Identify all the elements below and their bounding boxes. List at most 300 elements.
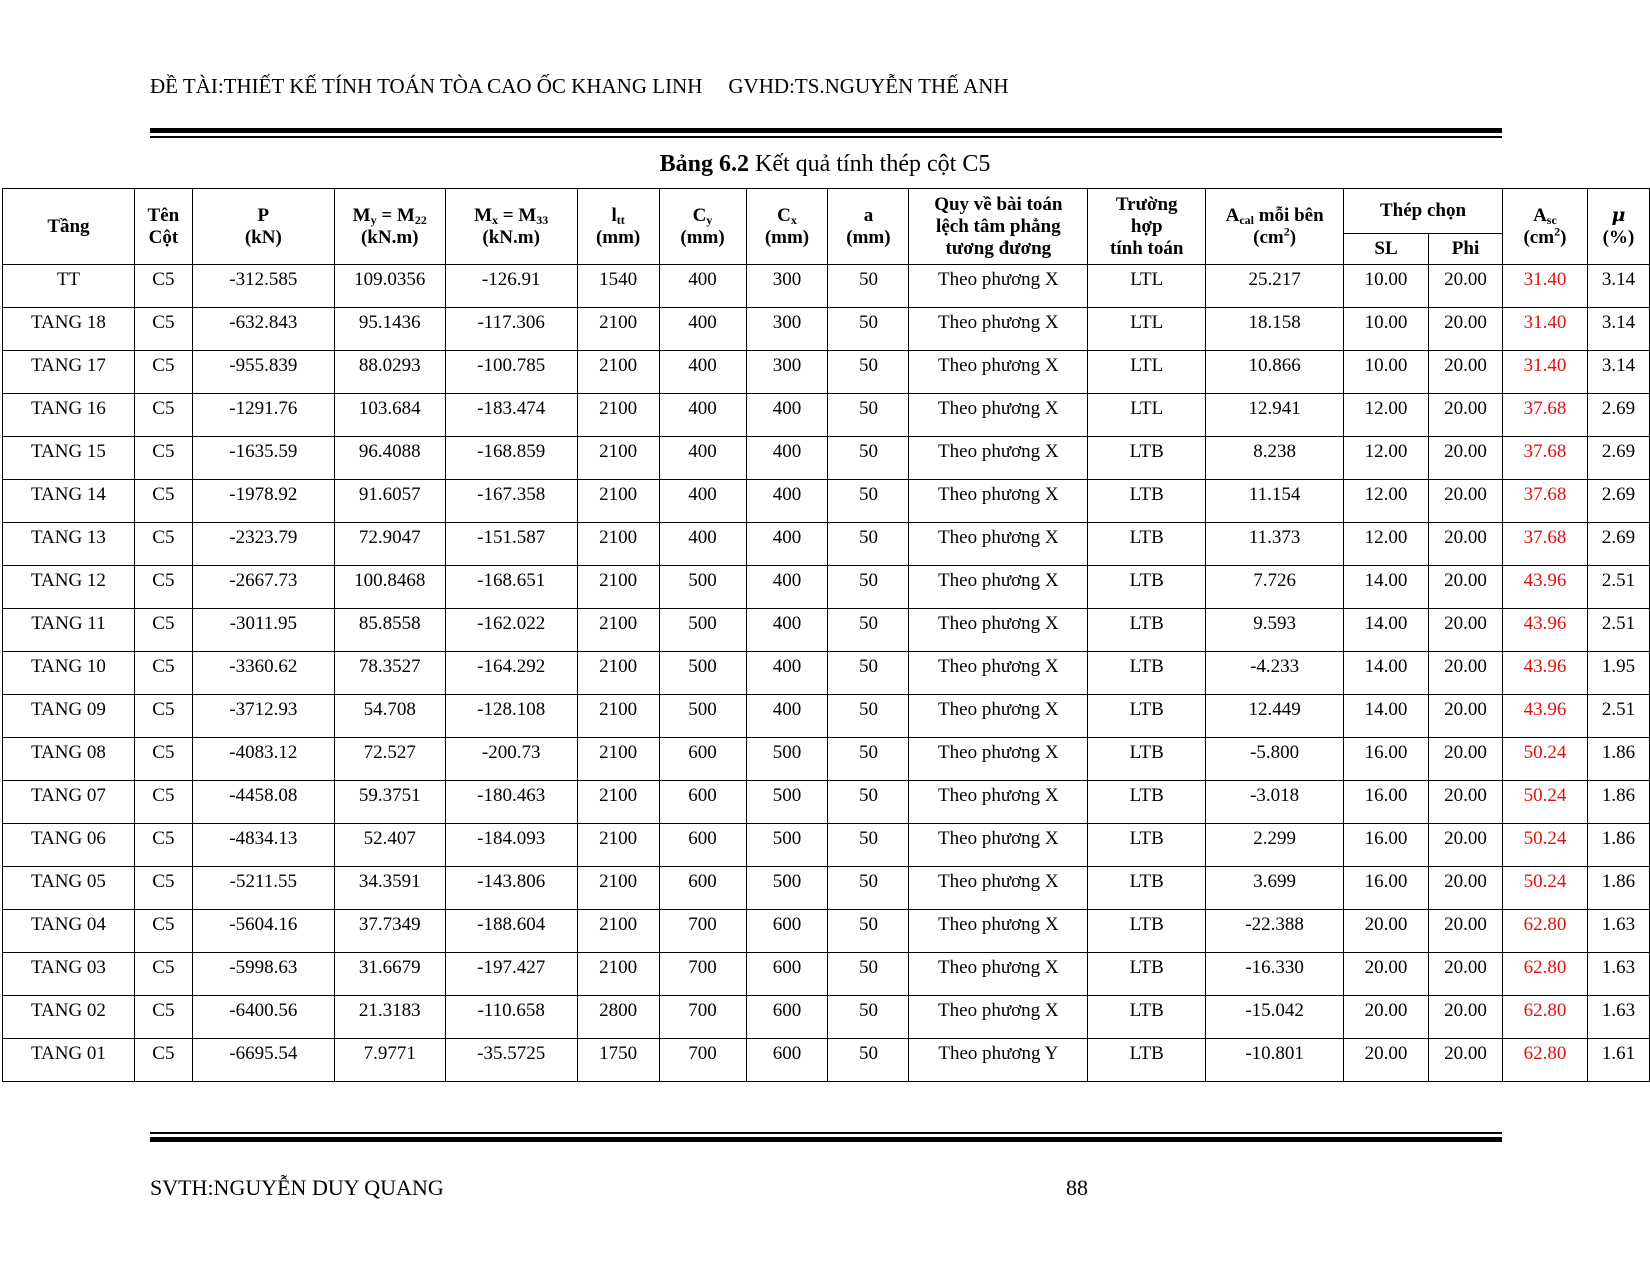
page-number: 88: [1066, 1175, 1088, 1200]
table-cell: 500: [659, 695, 746, 738]
table-cell: 400: [659, 523, 746, 566]
table-cell: 400: [746, 523, 828, 566]
table-cell: 20.00: [1344, 953, 1429, 996]
table-cell: C5: [134, 867, 192, 910]
table-cell: 2.69: [1587, 480, 1649, 523]
table-cell: 31.6679: [334, 953, 445, 996]
table-cell: 78.3527: [334, 652, 445, 695]
table-cell: 16.00: [1344, 867, 1429, 910]
table-cell: -6695.54: [192, 1039, 334, 1082]
table-cell: 500: [746, 824, 828, 867]
table-cell: 59.3751: [334, 781, 445, 824]
table-cell: TANG 15: [3, 437, 135, 480]
table-cell: 50: [828, 781, 909, 824]
table-cell: 500: [659, 652, 746, 695]
table-cell: 62.80: [1502, 1039, 1587, 1082]
table-cell: 109.0356: [334, 265, 445, 308]
table-cell: LTB: [1088, 824, 1206, 867]
table-cell: -5604.16: [192, 910, 334, 953]
table-row: [3, 523, 1650, 566]
table-cell: TANG 06: [3, 824, 135, 867]
table-cell: -2323.79: [192, 523, 334, 566]
table-cell: C5: [134, 695, 192, 738]
table-cell: C5: [134, 953, 192, 996]
table-cell: 300: [746, 308, 828, 351]
table-cell: 2.51: [1587, 609, 1649, 652]
table-cell: 37.7349: [334, 910, 445, 953]
table-cell: -151.587: [445, 523, 577, 566]
table-row: [3, 652, 1650, 695]
table-cell: TANG 05: [3, 867, 135, 910]
table-cell: 91.6057: [334, 480, 445, 523]
table-cell: 2100: [577, 781, 659, 824]
table-cell: 400: [659, 265, 746, 308]
table-cell: Theo phương Y: [909, 1039, 1088, 1082]
table-cell: 600: [746, 1039, 828, 1082]
table-cell: 20.00: [1429, 867, 1503, 910]
table-row: [3, 394, 1650, 437]
table-cell: 43.96: [1502, 566, 1587, 609]
table-cell: 50: [828, 394, 909, 437]
col-header-asc: $A_{sc}$ $(cm^2)$: [1502, 189, 1587, 265]
table-cell: 12.941: [1206, 394, 1344, 437]
table-cell: C5: [134, 609, 192, 652]
table-cell: 600: [659, 824, 746, 867]
table-cell: 12.449: [1206, 695, 1344, 738]
table-cell: -35.5725: [445, 1039, 577, 1082]
table-cell: 50: [828, 996, 909, 1039]
table-row: [3, 437, 1650, 480]
table-cell: 50: [828, 308, 909, 351]
table-cell: 37.68: [1502, 523, 1587, 566]
col-header-quy-ve: Quy về bài toán lệch tâm phẳng tương đương: [909, 189, 1088, 265]
table-cell: 2100: [577, 867, 659, 910]
table-cell: TANG 01: [3, 1039, 135, 1082]
table-cell: C5: [134, 394, 192, 437]
table-cell: -188.604: [445, 910, 577, 953]
table-cell: C5: [134, 738, 192, 781]
table-cell: 500: [659, 609, 746, 652]
col-header-mx: $M_x = M_{33}$ (kN.m): [445, 189, 577, 265]
table-cell: LTL: [1088, 351, 1206, 394]
table-cell: 8.238: [1206, 437, 1344, 480]
table-cell: 400: [659, 437, 746, 480]
table-cell: -164.292: [445, 652, 577, 695]
table-cell: 20.00: [1429, 1039, 1503, 1082]
table-cell: 50: [828, 738, 909, 781]
table-cell: 1.86: [1587, 867, 1649, 910]
table-cell: C5: [134, 910, 192, 953]
table-cell: 11.373: [1206, 523, 1344, 566]
table-cell: 1.86: [1587, 738, 1649, 781]
table-cell: 20.00: [1429, 652, 1503, 695]
col-header-phi: Phi: [1429, 234, 1503, 265]
table-cell: 400: [659, 480, 746, 523]
table-cell: 54.708: [334, 695, 445, 738]
table-cell: 88.0293: [334, 351, 445, 394]
footer-student: SVTH:NGUYỄN DUY QUANG: [150, 1175, 444, 1200]
table-row: [3, 781, 1650, 824]
table-cell: 500: [659, 566, 746, 609]
col-header-my: $M_y = M_{22}$ (kN.m): [334, 189, 445, 265]
table-cell: 1.61: [1587, 1039, 1649, 1082]
table-cell: -955.839: [192, 351, 334, 394]
table-cell: 400: [746, 394, 828, 437]
table-cell: C5: [134, 308, 192, 351]
table-row: [3, 480, 1650, 523]
table-cell: 96.4088: [334, 437, 445, 480]
table-cell: Theo phương X: [909, 867, 1088, 910]
table-row: [3, 566, 1650, 609]
table-cell: 50: [828, 609, 909, 652]
table-cell: 100.8468: [334, 566, 445, 609]
table-cell: 400: [659, 394, 746, 437]
table-cell: 2.69: [1587, 394, 1649, 437]
table-cell: 52.407: [334, 824, 445, 867]
table-cell: Theo phương X: [909, 265, 1088, 308]
table-cell: Theo phương X: [909, 609, 1088, 652]
table-cell: 400: [659, 351, 746, 394]
table-cell: LTB: [1088, 781, 1206, 824]
table-cell: 50.24: [1502, 738, 1587, 781]
table-cell: 2100: [577, 652, 659, 695]
caption-label: Bảng 6.2: [659, 151, 750, 177]
table-cell: -197.427: [445, 953, 577, 996]
table-cell: LTB: [1088, 480, 1206, 523]
table-cell: C5: [134, 652, 192, 695]
table-cell: 50: [828, 566, 909, 609]
table-cell: C5: [134, 480, 192, 523]
table-cell: 500: [746, 738, 828, 781]
table-cell: Theo phương X: [909, 695, 1088, 738]
table-cell: TANG 02: [3, 996, 135, 1039]
table-cell: 50.24: [1502, 867, 1587, 910]
table-cell: LTB: [1088, 695, 1206, 738]
table-row: [3, 351, 1650, 394]
table-cell: 20.00: [1429, 394, 1503, 437]
table-cell: 20.00: [1429, 996, 1503, 1039]
table-cell: 18.158: [1206, 308, 1344, 351]
table-cell: Theo phương X: [909, 738, 1088, 781]
table-cell: -2667.73: [192, 566, 334, 609]
table-cell: 700: [659, 1039, 746, 1082]
table-cell: C5: [134, 437, 192, 480]
footer-rule: [150, 1132, 1502, 1142]
table-cell: 50.24: [1502, 781, 1587, 824]
table-cell: LTL: [1088, 265, 1206, 308]
table-cell: 20.00: [1344, 996, 1429, 1039]
col-header-p: P (kN): [192, 189, 334, 265]
col-header-acal: $A_{cal}$ mỗi bên $(cm^2)$: [1206, 189, 1344, 265]
table-cell: 700: [659, 996, 746, 1039]
table-cell: 20.00: [1429, 910, 1503, 953]
table-cell: 20.00: [1429, 824, 1503, 867]
table-cell: 1.63: [1587, 953, 1649, 996]
table-row: [3, 910, 1650, 953]
header-rule: [150, 128, 1502, 138]
table-cell: 12.00: [1344, 523, 1429, 566]
table-row: [3, 824, 1650, 867]
table-cell: -22.388: [1206, 910, 1344, 953]
table-cell: 43.96: [1502, 652, 1587, 695]
table-cell: 1.86: [1587, 824, 1649, 867]
table-cell: Theo phương X: [909, 652, 1088, 695]
col-header-ten-cot: Tên Cột: [134, 189, 192, 265]
table-cell: -200.73: [445, 738, 577, 781]
table-cell: -128.108: [445, 695, 577, 738]
table-cell: 1.63: [1587, 910, 1649, 953]
table-cell: Theo phương X: [909, 480, 1088, 523]
table-cell: 14.00: [1344, 695, 1429, 738]
table-cell: Theo phương X: [909, 437, 1088, 480]
table-cell: 72.527: [334, 738, 445, 781]
table-cell: 2100: [577, 480, 659, 523]
table-cell: 2800: [577, 996, 659, 1039]
table-cell: 9.593: [1206, 609, 1344, 652]
table-cell: 31.40: [1502, 351, 1587, 394]
table-row: [3, 308, 1650, 351]
table-cell: 10.866: [1206, 351, 1344, 394]
table-body: [3, 265, 1650, 1082]
table-cell: 85.8558: [334, 609, 445, 652]
table-cell: 700: [659, 953, 746, 996]
table-cell: 14.00: [1344, 609, 1429, 652]
table-cell: -117.306: [445, 308, 577, 351]
table-row: [3, 953, 1650, 996]
table-cell: -15.042: [1206, 996, 1344, 1039]
table-cell: TANG 16: [3, 394, 135, 437]
table-cell: 600: [746, 910, 828, 953]
table-cell: 50: [828, 523, 909, 566]
table-cell: 2.51: [1587, 695, 1649, 738]
table-cell: 43.96: [1502, 695, 1587, 738]
table-cell: C5: [134, 781, 192, 824]
table-cell: 103.684: [334, 394, 445, 437]
table-cell: 20.00: [1429, 695, 1503, 738]
table-cell: LTB: [1088, 523, 1206, 566]
table-cell: 1.86: [1587, 781, 1649, 824]
table-cell: 50: [828, 437, 909, 480]
table-cell: 2.299: [1206, 824, 1344, 867]
table-cell: 12.00: [1344, 480, 1429, 523]
table-cell: 95.1436: [334, 308, 445, 351]
table-cell: C5: [134, 996, 192, 1039]
table-cell: TANG 07: [3, 781, 135, 824]
table-cell: -5211.55: [192, 867, 334, 910]
table-cell: -16.330: [1206, 953, 1344, 996]
table-cell: 600: [659, 738, 746, 781]
table-cell: 37.68: [1502, 480, 1587, 523]
table-cell: 11.154: [1206, 480, 1344, 523]
table-cell: 50: [828, 480, 909, 523]
table-cell: 12.00: [1344, 437, 1429, 480]
table-cell: 500: [746, 867, 828, 910]
table-cell: -4834.13: [192, 824, 334, 867]
table-cell: LTB: [1088, 953, 1206, 996]
table-cell: 20.00: [1429, 953, 1503, 996]
table-cell: 31.40: [1502, 265, 1587, 308]
table-cell: -6400.56: [192, 996, 334, 1039]
table-cell: TT: [3, 265, 135, 308]
table-cell: 50: [828, 910, 909, 953]
table-cell: 20.00: [1429, 523, 1503, 566]
col-header-truong-hop: Trường hợp tính toán: [1088, 189, 1206, 265]
table-cell: 2100: [577, 609, 659, 652]
table-cell: -184.093: [445, 824, 577, 867]
table-cell: 2100: [577, 738, 659, 781]
table-cell: 20.00: [1429, 351, 1503, 394]
table-cell: C5: [134, 566, 192, 609]
table-cell: Theo phương X: [909, 910, 1088, 953]
table-cell: LTB: [1088, 609, 1206, 652]
table-cell: 25.217: [1206, 265, 1344, 308]
table-cell: -3.018: [1206, 781, 1344, 824]
col-header-cy: $C_y$ (mm): [659, 189, 746, 265]
table-cell: Theo phương X: [909, 523, 1088, 566]
table-cell: 700: [659, 910, 746, 953]
table-cell: -100.785: [445, 351, 577, 394]
table-cell: 3.14: [1587, 265, 1649, 308]
table-cell: TANG 11: [3, 609, 135, 652]
table-cell: Theo phương X: [909, 394, 1088, 437]
header-advisor: GVHD:TS.NGUYỄN THẾ ANH: [728, 74, 1009, 98]
table-cell: 34.3591: [334, 867, 445, 910]
table-cell: 50: [828, 867, 909, 910]
table-cell: 1.95: [1587, 652, 1649, 695]
table-cell: 10.00: [1344, 265, 1429, 308]
table-cell: LTB: [1088, 867, 1206, 910]
table-cell: 16.00: [1344, 781, 1429, 824]
table-row: [3, 867, 1650, 910]
table-cell: 400: [746, 609, 828, 652]
table-cell: -180.463: [445, 781, 577, 824]
table-cell: 2100: [577, 953, 659, 996]
table-cell: 10.00: [1344, 308, 1429, 351]
table-cell: Theo phương X: [909, 308, 1088, 351]
table-cell: 600: [659, 781, 746, 824]
table-cell: LTL: [1088, 394, 1206, 437]
table-cell: Theo phương X: [909, 996, 1088, 1039]
table-cell: -143.806: [445, 867, 577, 910]
table-cell: 2100: [577, 308, 659, 351]
table-cell: LTB: [1088, 652, 1206, 695]
table-cell: 72.9047: [334, 523, 445, 566]
table-cell: 1750: [577, 1039, 659, 1082]
table-cell: 12.00: [1344, 394, 1429, 437]
table-cell: C5: [134, 351, 192, 394]
table-cell: 400: [746, 437, 828, 480]
table-cell: -10.801: [1206, 1039, 1344, 1082]
table-cell: 2100: [577, 437, 659, 480]
table-cell: TANG 17: [3, 351, 135, 394]
table-cell: -110.658: [445, 996, 577, 1039]
table-cell: 62.80: [1502, 953, 1587, 996]
table-cell: 50: [828, 695, 909, 738]
table-cell: -1291.76: [192, 394, 334, 437]
col-header-ltt: $l_{tt}$ (mm): [577, 189, 659, 265]
table-row: [3, 695, 1650, 738]
table-cell: -4083.12: [192, 738, 334, 781]
table-cell: TANG 12: [3, 566, 135, 609]
table-cell: 20.00: [1429, 609, 1503, 652]
table-cell: 62.80: [1502, 996, 1587, 1039]
table-cell: LTB: [1088, 996, 1206, 1039]
table-cell: 21.3183: [334, 996, 445, 1039]
table-cell: Theo phương X: [909, 566, 1088, 609]
table-cell: TANG 18: [3, 308, 135, 351]
table-cell: 7.9771: [334, 1039, 445, 1082]
table-cell: 3.14: [1587, 308, 1649, 351]
table-cell: 50: [828, 953, 909, 996]
table-cell: 37.68: [1502, 394, 1587, 437]
table-cell: 2.69: [1587, 437, 1649, 480]
table-cell: 62.80: [1502, 910, 1587, 953]
table-cell: Theo phương X: [909, 953, 1088, 996]
table-cell: 50.24: [1502, 824, 1587, 867]
table-cell: C5: [134, 265, 192, 308]
table-cell: 2100: [577, 351, 659, 394]
col-header-a: a (mm): [828, 189, 909, 265]
table-cell: LTB: [1088, 910, 1206, 953]
table-cell: 37.68: [1502, 437, 1587, 480]
table-cell: -312.585: [192, 265, 334, 308]
table-cell: 2100: [577, 566, 659, 609]
table-cell: LTB: [1088, 738, 1206, 781]
col-header-sl: SL: [1344, 234, 1429, 265]
table-cell: 300: [746, 351, 828, 394]
table-cell: 50: [828, 652, 909, 695]
table-row: [3, 738, 1650, 781]
table-cell: 16.00: [1344, 738, 1429, 781]
table-cell: -183.474: [445, 394, 577, 437]
table-cell: C5: [134, 1039, 192, 1082]
table-cell: 2.69: [1587, 523, 1649, 566]
table-cell: 1.63: [1587, 996, 1649, 1039]
table-cell: 14.00: [1344, 566, 1429, 609]
table-caption: [0, 151, 1650, 178]
table-cell: Theo phương X: [909, 824, 1088, 867]
table-cell: TANG 14: [3, 480, 135, 523]
table-cell: TANG 03: [3, 953, 135, 996]
page-header: [150, 74, 1009, 99]
table-cell: 600: [659, 867, 746, 910]
table-cell: 400: [746, 695, 828, 738]
table-cell: 50: [828, 351, 909, 394]
table-cell: LTB: [1088, 437, 1206, 480]
table-cell: C5: [134, 824, 192, 867]
table-cell: TANG 09: [3, 695, 135, 738]
table-cell: -5.800: [1206, 738, 1344, 781]
table-cell: 20.00: [1344, 1039, 1429, 1082]
caption-text: Kết quả tính thép cột C5: [749, 151, 991, 177]
table-cell: 600: [746, 953, 828, 996]
table-cell: Theo phương X: [909, 351, 1088, 394]
table-cell: 2100: [577, 523, 659, 566]
table-cell: -167.358: [445, 480, 577, 523]
table-cell: LTB: [1088, 566, 1206, 609]
table-cell: -126.91: [445, 265, 577, 308]
table-cell: -4.233: [1206, 652, 1344, 695]
table-cell: 400: [746, 480, 828, 523]
table-cell: 3.14: [1587, 351, 1649, 394]
table-cell: 400: [746, 566, 828, 609]
table-row: [3, 265, 1650, 308]
table-cell: -168.651: [445, 566, 577, 609]
table-cell: TANG 10: [3, 652, 135, 695]
table-cell: 50: [828, 265, 909, 308]
table-cell: 2100: [577, 695, 659, 738]
table-cell: 400: [659, 308, 746, 351]
